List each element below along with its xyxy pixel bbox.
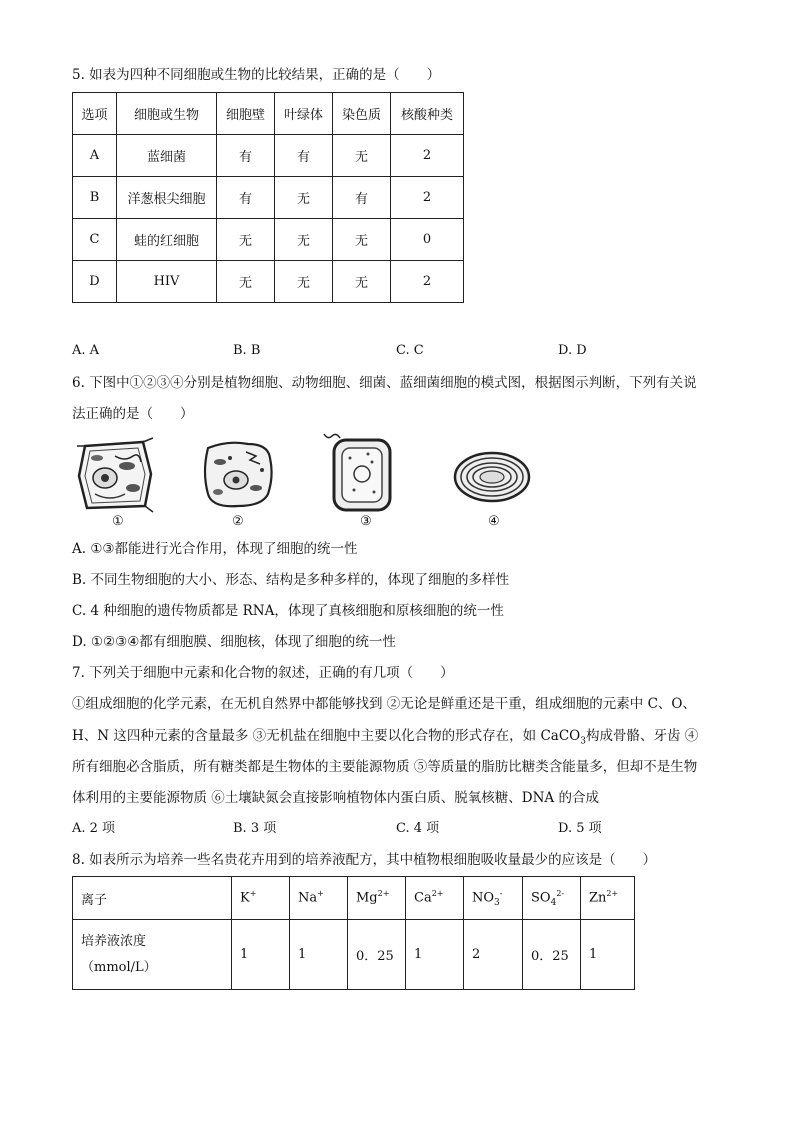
cell: 蓝细菌 bbox=[117, 135, 217, 177]
row-label: 离子 bbox=[73, 877, 232, 920]
header-cell: 核酸种类 bbox=[391, 93, 464, 135]
cell: D bbox=[73, 261, 117, 303]
q6-option-c[interactable]: C. 4 种细胞的遗传物质都是 RNA，体现了真核细胞和原核细胞的统一性 bbox=[72, 603, 504, 619]
ion-cell: $NO_3^-$ bbox=[464, 877, 523, 920]
cell: B bbox=[73, 177, 117, 219]
cell: 有 bbox=[333, 177, 391, 219]
q5-option-d[interactable]: D. D bbox=[558, 343, 587, 358]
q5-option-b[interactable]: B. B bbox=[233, 343, 261, 358]
table-row bbox=[73, 135, 464, 177]
q7-line3: 所有细胞必含脂质，所有糖类都是生物体的主要能源物质 ⑤等质量的脂肪比糖类含能量多，但却不是生物 bbox=[72, 759, 698, 775]
q8-table bbox=[72, 876, 635, 990]
ion-cell: $Mg^{2+}$ bbox=[348, 877, 406, 920]
cell: 无 bbox=[217, 261, 275, 303]
q7-line2-sub: 3 bbox=[580, 736, 586, 747]
q6-option-b[interactable]: B. 不同生物细胞的大小、形态、结构是多种多样的，体现了细胞的多样性 bbox=[72, 572, 510, 588]
row-label: 培养液浓度 （mmol/L） bbox=[73, 920, 232, 990]
cell: C bbox=[73, 219, 117, 261]
bacterium-figure bbox=[320, 430, 400, 514]
value-cell: 2 bbox=[464, 920, 523, 990]
q7-line2-post: 构成骨骼、牙齿 ④ bbox=[585, 728, 699, 744]
table-header-row bbox=[73, 93, 464, 135]
value-cell: 0．25 bbox=[348, 920, 406, 990]
figure-label-2: ② bbox=[232, 514, 244, 529]
value-cell: 1 bbox=[406, 920, 464, 990]
value-cell: 1 bbox=[232, 920, 290, 990]
figure-label-1: ① bbox=[112, 514, 124, 529]
ion-cell: $Ca^{2+}$ bbox=[406, 877, 464, 920]
cell: 洋葱根尖细胞 bbox=[117, 177, 217, 219]
cell: 2 bbox=[391, 261, 464, 303]
header-cell: 选项 bbox=[73, 93, 117, 135]
header-cell: 染色质 bbox=[333, 93, 391, 135]
cell: 有 bbox=[275, 135, 333, 177]
q8-stem: 8. 如表所示为培养一些名贵花卉用到的培养液配方，其中植物根细胞吸收量最少的应该是（ ） bbox=[72, 852, 657, 868]
cyanobacterium-figure bbox=[452, 450, 532, 504]
plant-cell-figure bbox=[75, 436, 155, 514]
ion-cell: $Zn^{2+}$ bbox=[581, 877, 635, 920]
cell: 无 bbox=[217, 219, 275, 261]
cell: 有 bbox=[217, 177, 275, 219]
ion-cell: $SO_4^{2-}$ bbox=[523, 877, 581, 920]
cell: 无 bbox=[275, 219, 333, 261]
q7-option-c[interactable]: C. 4 项 bbox=[396, 821, 440, 836]
q7-line1: ①组成细胞的化学元素，在无机自然界中都能够找到 ②无论是鲜重还是干重，组成细胞的元素中 C、O、 bbox=[72, 696, 696, 712]
value-cell: 1 bbox=[581, 920, 635, 990]
cell: 无 bbox=[275, 261, 333, 303]
table-row bbox=[73, 177, 464, 219]
table-row bbox=[73, 261, 464, 303]
header-cell: 叶绿体 bbox=[275, 93, 333, 135]
cell: 无 bbox=[333, 135, 391, 177]
table-row-ions bbox=[73, 877, 635, 920]
q7-line2 bbox=[72, 727, 698, 751]
q5-option-a[interactable]: A. A bbox=[72, 343, 100, 358]
cell: 2 bbox=[391, 177, 464, 219]
q7-option-d[interactable]: D. 5 项 bbox=[558, 821, 602, 836]
cell: 0 bbox=[391, 219, 464, 261]
q6-option-a[interactable]: A. ①③都能进行光合作用，体现了细胞的统一性 bbox=[72, 541, 358, 557]
q5-table bbox=[72, 92, 464, 303]
q7-line2-pre: H、N 这四种元素的含量最多 ③无机盐在细胞中主要以化合物的形式存在，如 CaCO bbox=[72, 728, 581, 744]
ion-cell: K+ bbox=[232, 877, 290, 920]
value-cell: 1 bbox=[290, 920, 348, 990]
cell: A bbox=[73, 135, 117, 177]
cell: 2 bbox=[391, 135, 464, 177]
q5-stem: 5. 如表为四种不同细胞或生物的比较结果，正确的是（ ） bbox=[72, 67, 441, 83]
figure-label-3: ③ bbox=[360, 514, 372, 529]
q7-option-a[interactable]: A. 2 项 bbox=[72, 821, 116, 836]
header-cell: 细胞或生物 bbox=[117, 93, 217, 135]
table-row-values bbox=[73, 920, 635, 990]
q7-stem: 7. 下列关于细胞中元素和化合物的叙述，正确的有几项（ ） bbox=[72, 665, 454, 681]
q7-option-b[interactable]: B. 3 项 bbox=[233, 821, 277, 836]
cell: 无 bbox=[275, 177, 333, 219]
q7-line4: 体利用的主要能源物质 ⑥土壤缺氮会直接影响植物体内蛋白质、脱氧核糖、DNA 的合成 bbox=[72, 790, 599, 806]
q5-option-c[interactable]: C. C bbox=[396, 343, 424, 358]
q6-option-d[interactable]: D. ①②③④都有细胞膜、细胞核，体现了细胞的统一性 bbox=[72, 634, 396, 650]
cell: 无 bbox=[333, 261, 391, 303]
header-cell: 细胞壁 bbox=[217, 93, 275, 135]
cell: 无 bbox=[333, 219, 391, 261]
ion-cell: Na+ bbox=[290, 877, 348, 920]
cell: HIV bbox=[117, 261, 217, 303]
q6-stem-line2: 法正确的是（ ） bbox=[72, 406, 194, 422]
value-cell: 0．25 bbox=[523, 920, 581, 990]
table-row bbox=[73, 219, 464, 261]
cell: 蛙的红细胞 bbox=[117, 219, 217, 261]
q6-stem-line1: 6. 下图中①②③④分别是植物细胞、动物细胞、细菌、蓝细菌细胞的模式图，根据图示判断，下列有关说 bbox=[72, 375, 697, 391]
figure-label-4: ④ bbox=[488, 514, 500, 529]
cell: 有 bbox=[217, 135, 275, 177]
animal-cell-figure bbox=[200, 436, 276, 512]
